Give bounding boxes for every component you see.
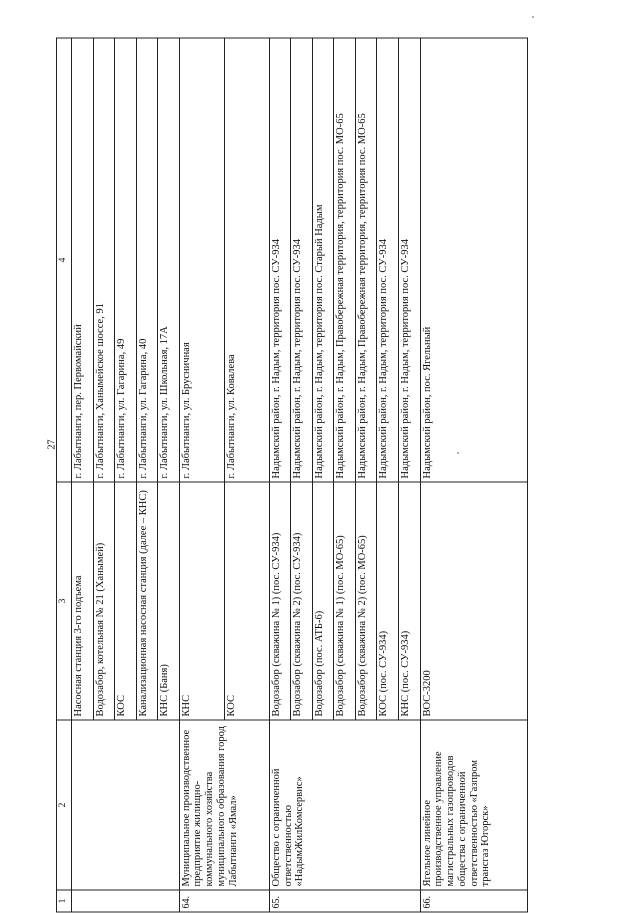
- address-cell: Надымский район, г. Надым, территория пос. СУ-934: [377, 38, 399, 482]
- facility-cell: Насосная станция 3-го подъема: [72, 482, 94, 720]
- organization-cell: Общество с ограниченной ответственностью «НадымЖилКомсервис»: [269, 720, 420, 890]
- facility-cell: КОС (пос. СУ-934): [377, 482, 399, 720]
- address-cell: Надымский район, г. Надым, территория пос. СУ-934: [291, 38, 313, 482]
- header-cell: 2: [57, 720, 72, 890]
- facility-cell: ВОС-3200: [420, 482, 527, 720]
- facility-cell: Водозабор (скважина № 2) (пос. МО-65): [355, 482, 377, 720]
- address-cell: г. Лабытнанги, ул. Брусничная: [179, 38, 224, 482]
- address-cell: г. Лабытнанги, ул. Школьная, 17А: [158, 38, 180, 482]
- page-number: 27: [46, 439, 58, 450]
- table-row: [72, 38, 94, 912]
- facility-cell: Канализационная насосная станция (далее – КНС): [136, 482, 158, 720]
- address-cell: Надымский район, г. Надым, территория пос. СУ-934: [399, 38, 421, 482]
- address-cell: Надымский район, г. Надым, Правобережная территория, территория пос. МО-65: [334, 38, 356, 482]
- address-cell: г. Лабытнанги, ул. Гагарина, 49: [115, 38, 137, 482]
- facility-cell: КНС: [179, 482, 224, 720]
- facility-cell: Водозабор (пос. АТБ-6): [312, 482, 334, 720]
- table-row: [179, 38, 224, 912]
- address-cell: Надымский район, г. Надым, территория пос. Старый Надым: [312, 38, 334, 482]
- address-cell: Надымский район, г. Надым, территория пос. СУ-934: [269, 38, 291, 482]
- header-cell: 1: [57, 890, 72, 912]
- organization-cell: Муниципальное производственное предприятие жилищно-коммунального хозяйства муниципального образования город Лабытнанги «Ямал»: [179, 720, 269, 890]
- facility-cell: КОС: [224, 482, 269, 720]
- row-number-cell: 64.: [179, 890, 269, 912]
- row-number-cell: 65.: [269, 890, 420, 912]
- address-cell: г. Лабытнанги, Ханымейское шоссе, 91: [93, 38, 115, 482]
- scan-speck: [532, 16, 534, 18]
- address-cell: г. Лабытнанги, пер. Первомайский: [72, 38, 94, 482]
- facility-cell: Водозабор (скважина № 2) (пос. СУ-934): [291, 482, 313, 720]
- table-row: [269, 38, 291, 912]
- facility-cell: Водозабор (скважина № 1) (пос. СУ-934): [269, 482, 291, 720]
- address-cell: г. Лабытнанги, ул. Гагарина, 40: [136, 38, 158, 482]
- facility-cell: КОС: [115, 482, 137, 720]
- facilities-table: [56, 38, 528, 913]
- header-cell: 3: [57, 482, 72, 720]
- rotated-page: [56, 38, 528, 912]
- table-row: [420, 38, 527, 912]
- header-cell: 4: [57, 38, 72, 482]
- facility-cell: Водозабор (скважина № 1) (пос. МО-65): [334, 482, 356, 720]
- row-number-cell: 66.: [420, 890, 527, 912]
- row-number-cell: [72, 890, 180, 912]
- organization-cell: [72, 720, 180, 890]
- facility-cell: КНС (пос. СУ-934): [399, 482, 421, 720]
- address-cell: г. Лабытнанги, ул. Ковалева: [224, 38, 269, 482]
- address-cell: Надымский район, пос. Ягельный: [420, 38, 527, 482]
- organization-cell: Ягельное линейное производственное управление магистральных газопроводов общества с ограниченной ответственностью «Газпром трансгаз Югорск»: [420, 720, 527, 890]
- table-header-row: [57, 38, 72, 912]
- facility-cell: КНС (Баня): [158, 482, 180, 720]
- facility-cell: Водозабор, котельная № 21 (Ханымей): [93, 482, 115, 720]
- address-cell: Надымский район, г. Надым, Правобережная территория, территория пос. МО-65: [355, 38, 377, 482]
